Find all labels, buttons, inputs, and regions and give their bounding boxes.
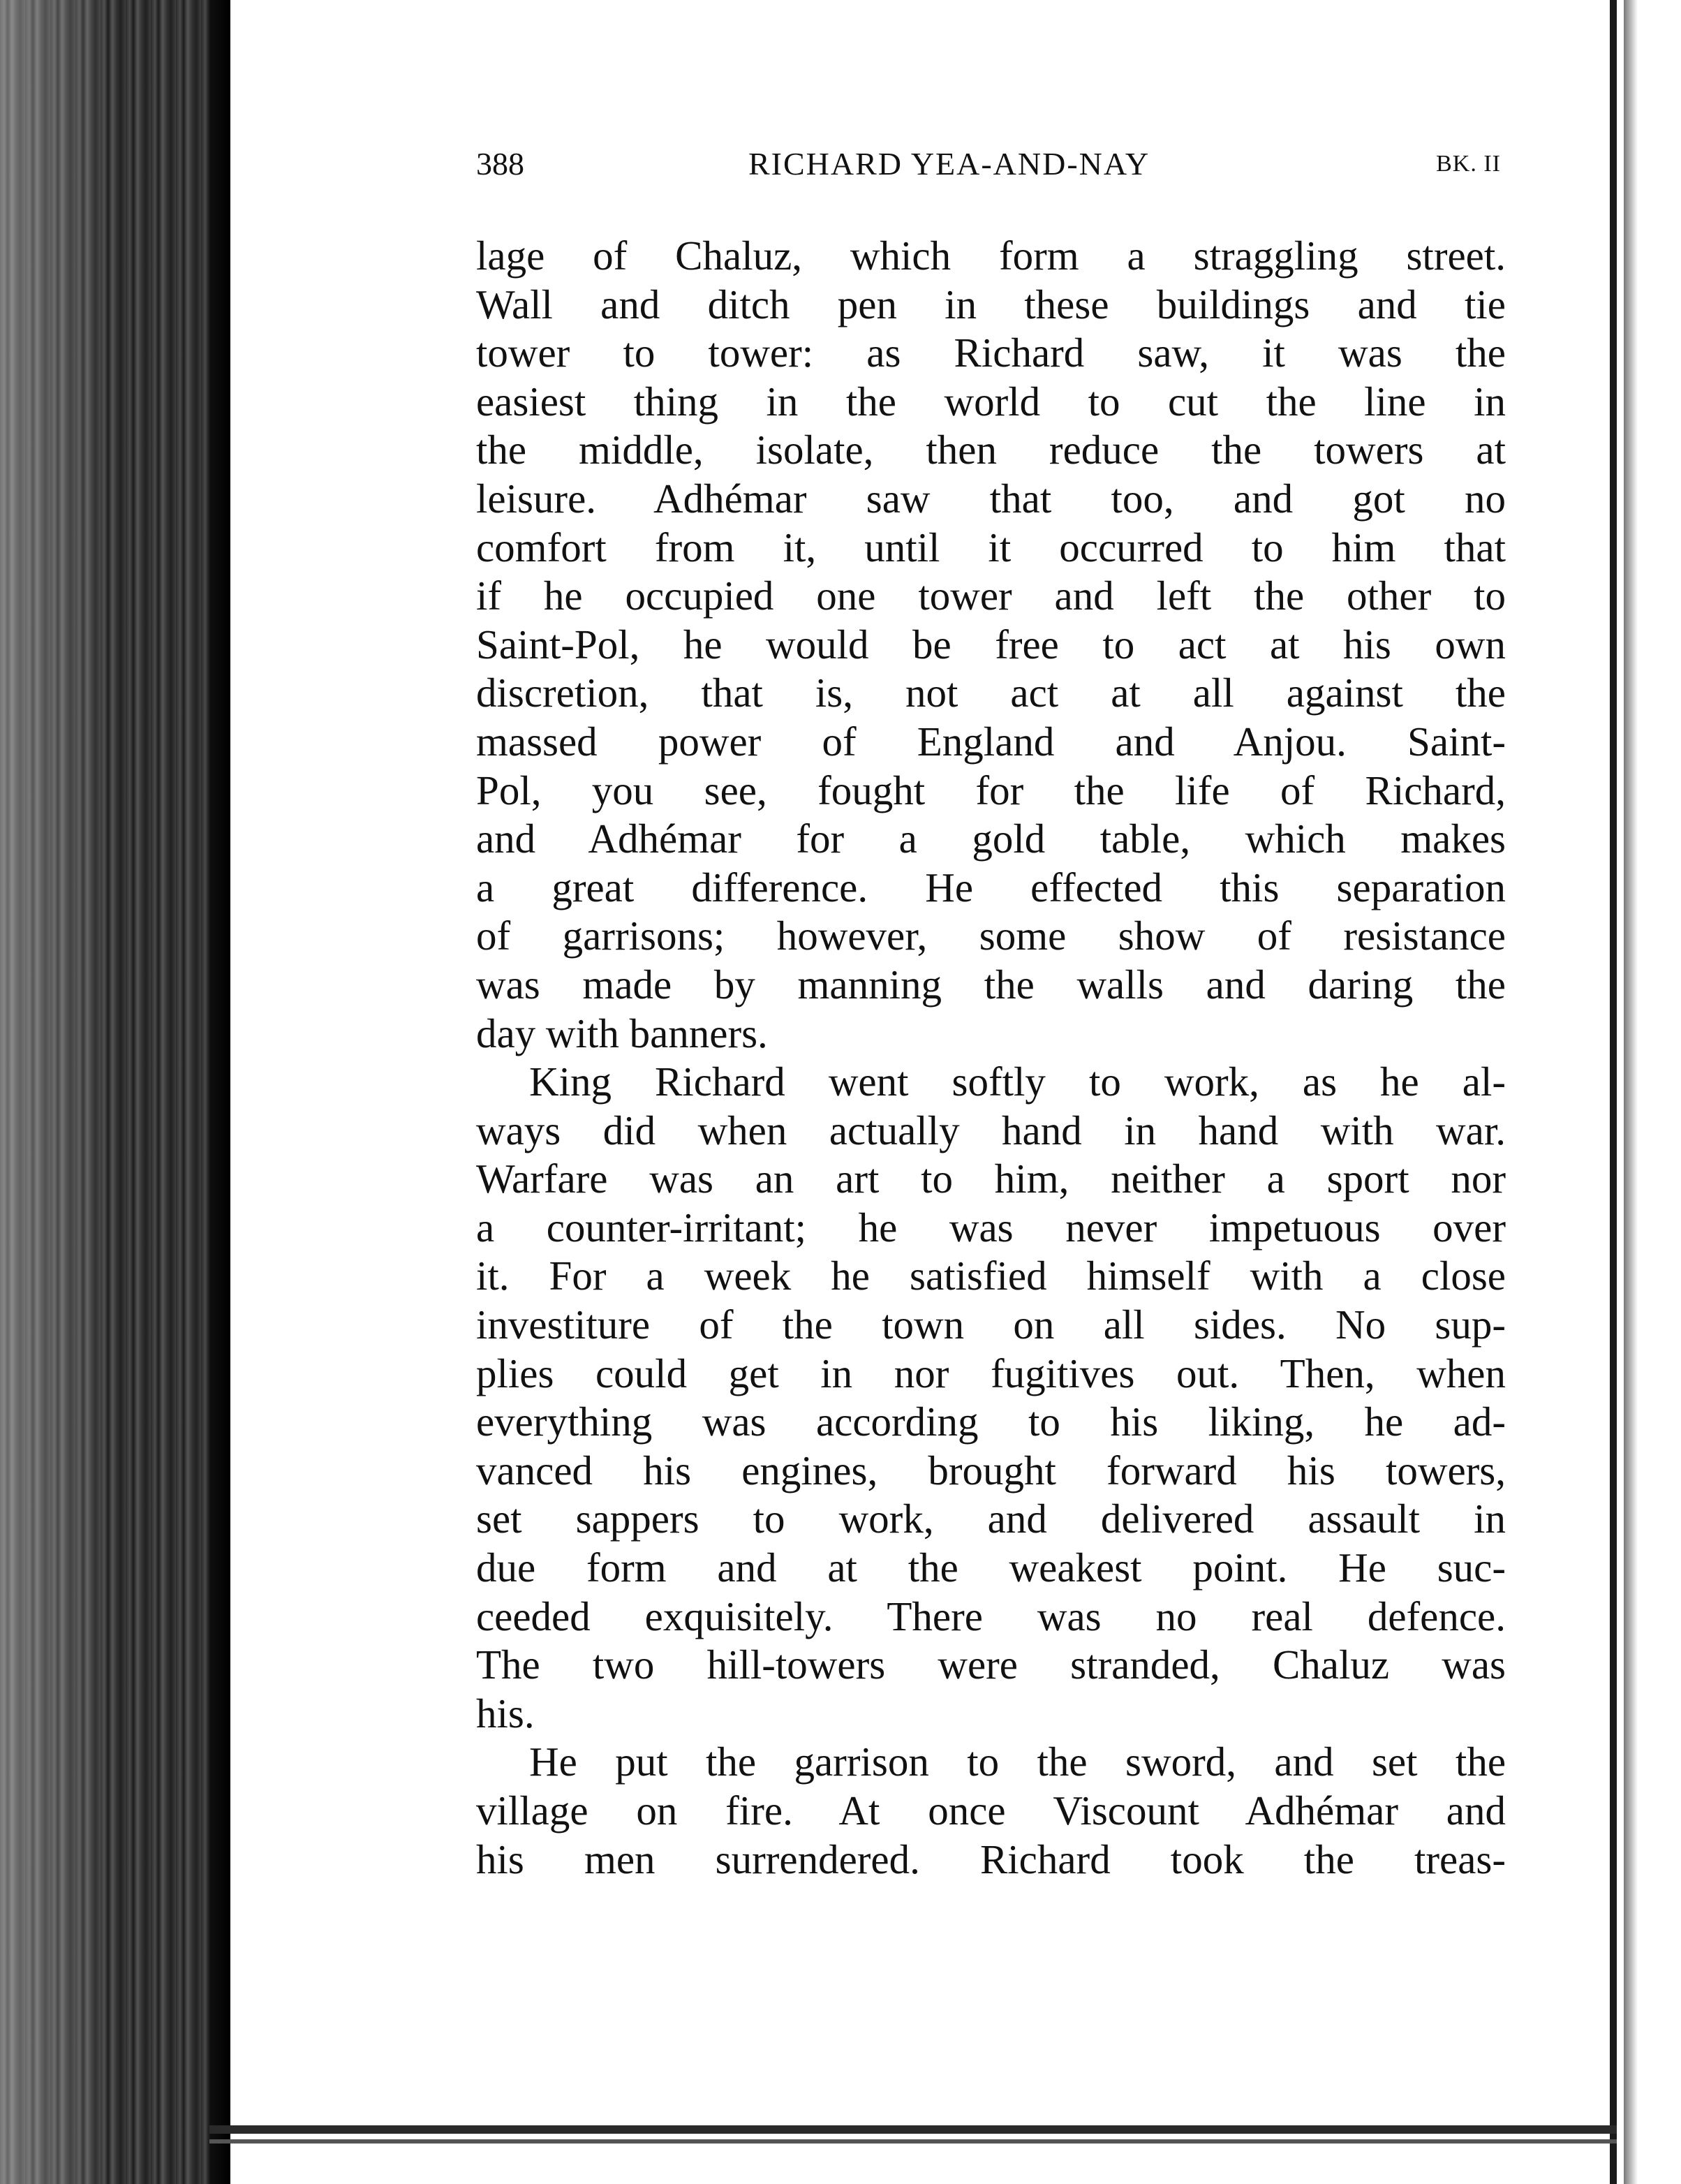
text-line: vanced his engines, brought forward his towers, [476,1447,1506,1493]
text-line: it. For a week he satisfied himself with a close [476,1253,1506,1299]
spine-gutter-edge [209,0,230,2184]
text-line: was made by manning the walls and daring the [476,961,1506,1008]
paragraph-3 [476,1738,1506,1884]
right-edge-shadow [1624,0,1638,2184]
text-line: Saint-Pol, he would be free to act at his own [476,621,1506,667]
running-header [476,145,1509,187]
text-line: Wall and ditch pen in these buildings and tie [476,281,1506,327]
text-line: investiture of the town on all sides. No sup- [476,1301,1506,1348]
text-line: a great difference. He effected this separation [476,864,1506,910]
text-line: Pol, you see, fought for the life of Richard, [476,767,1506,813]
text-line: massed power of England and Anjou. Saint- [476,718,1506,765]
text-line: He put the garrison to the sword, and set the [529,1739,1506,1785]
text-line: his. [476,1690,535,1736]
text-line: plies could get in nor fugitives out. Then, when [476,1350,1506,1396]
text-line: everything was according to his liking, he ad- [476,1399,1506,1445]
text-line: easiest thing in the world to cut the line in [476,378,1506,425]
paragraph-1 [476,232,1506,1058]
page-bottom-edge [209,2125,1617,2134]
page-right-edge [1610,0,1681,2184]
text-line: comfort from it, until it occurred to him that [476,524,1506,570]
book-label: BK. II [1436,151,1501,177]
text-line: The two hill-towers were stranded, Chaluz was [476,1641,1506,1688]
text-line: due form and at the weakest point. He suc- [476,1544,1506,1591]
text-line: Warfare was an art to him, neither a sport nor [476,1156,1506,1202]
text-line: of garrisons; however, some show of resistance [476,913,1506,959]
body-text [476,232,1506,1884]
text-line: village on fire. At once Viscount Adhémar and [476,1787,1506,1833]
paragraph-2 [476,1058,1506,1738]
spine-highlight [0,0,105,2184]
text-line: set sappers to work, and delivered assault in [476,1496,1506,1542]
page-bottom-edge-inner [209,2139,1617,2144]
text-line: a counter-irritant; he was never impetuous over [476,1204,1506,1250]
text-line: day with banners. [476,1010,768,1056]
text-line: ways did when actually hand in hand with war. [476,1107,1506,1153]
text-line: if he occupied one tower and left the other to [476,573,1506,619]
text-line: the middle, isolate, then reduce the towers at [476,427,1506,473]
text-line: lage of Chaluz, which form a straggling street. [476,233,1506,279]
running-title: RICHARD YEA-AND-NAY [748,146,1150,182]
text-line: ceeded exquisitely. There was no real defence. [476,1593,1506,1639]
text-line: tower to tower: as Richard saw, it was the [476,330,1506,376]
text-line: leisure. Adhémar saw that too, and got no [476,475,1506,522]
text-line: his men surrendered. Richard took the treas- [476,1836,1506,1882]
text-line: King Richard went softly to work, as he al- [529,1058,1506,1105]
page-number: 388 [476,146,524,182]
text-line: and Adhémar for a gold table, which makes [476,816,1506,862]
text-line: discretion, that is, not act at all against the [476,670,1506,716]
